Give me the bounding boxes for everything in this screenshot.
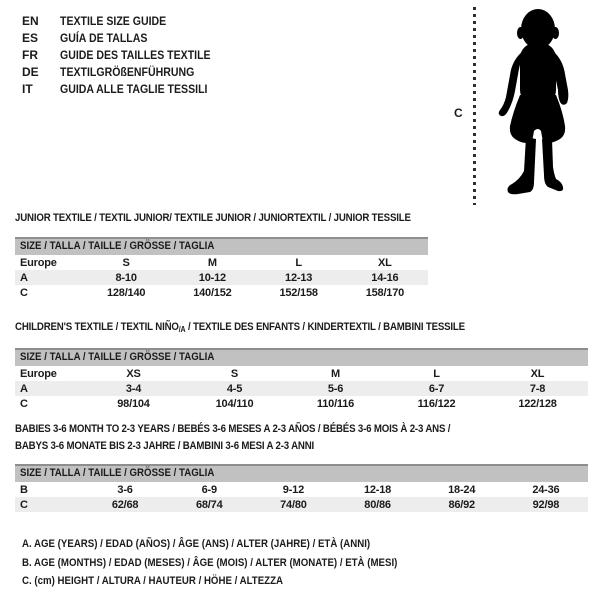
value-cell: 3-6	[117, 483, 133, 496]
value-cell: 62/68	[111, 498, 139, 511]
row-label-cell: C	[20, 498, 28, 511]
children-title-suffix: / TEXTILE DES ENFANTS / KINDERTEXTIL / BAMBINI TESSILE	[185, 321, 465, 333]
value-cell: 116/122	[417, 397, 456, 410]
figure-height-label: C	[454, 106, 463, 120]
table-row	[15, 497, 588, 512]
size-cell: S	[122, 256, 130, 269]
junior-section	[15, 212, 465, 300]
size-cell: XL	[530, 367, 545, 380]
row-label-cell: Europe	[20, 256, 57, 269]
row-label-cell: C	[20, 397, 28, 410]
language-code: EN	[22, 14, 39, 28]
language-title: TEXTILGRÖßENFÜHRUNG	[60, 65, 195, 79]
size-cell: XS	[126, 367, 141, 380]
language-row	[22, 30, 231, 47]
value-cell: 86/92	[448, 498, 475, 511]
table-row	[15, 482, 588, 497]
size-cell: M	[207, 256, 217, 269]
language-row	[22, 13, 231, 30]
junior-section-title-text: JUNIOR TEXTILE / TEXTIL JUNIOR/ TEXTILE JUNIOR / JUNIORTEXTIL / JUNIOR TESSILE	[15, 212, 411, 224]
value-cell: 68/74	[195, 498, 223, 511]
language-list	[22, 13, 231, 98]
value-cell: 80/86	[364, 498, 391, 511]
table-row	[15, 285, 428, 300]
children-section-title-text	[15, 321, 465, 336]
value-cell: 140/152	[193, 286, 232, 299]
language-code: FR	[22, 48, 38, 62]
value-cell: 10-12	[198, 271, 226, 284]
row-label-cell: A	[20, 271, 28, 284]
babies-section-title-line1	[15, 421, 588, 438]
table-row	[15, 396, 588, 411]
value-cell: 7-8	[529, 382, 546, 395]
language-code: DE	[22, 65, 39, 79]
children-section	[15, 321, 588, 411]
babies-title-line1-text: BABIES 3-6 MONTH TO 2-3 YEARS / BEBÉS 3-6 MESES A 2-3 AÑOS / BÉBÉS 3-6 MOIS À 2-3 ANS /	[15, 423, 451, 435]
language-row	[22, 81, 231, 98]
value-cell: 122/128	[518, 397, 557, 410]
value-cell: 8-10	[115, 271, 137, 284]
footnote-c	[22, 572, 449, 591]
size-header-bar	[15, 348, 588, 366]
value-cell: 128/140	[106, 286, 146, 299]
children-title-prefix: CHILDREN'S TEXTILE / TEXTIL NIÑO	[15, 321, 179, 333]
language-code: ES	[22, 31, 39, 45]
size-cell: M	[331, 367, 340, 380]
value-cell: 4-5	[226, 382, 243, 395]
footnote-a-text: A. AGE (YEARS) / EDAD (AÑOS) / ÂGE (ANS) / ALTER (JAHRE) / ETÀ (ANNI)	[22, 538, 371, 550]
footnote-c-text: C. (cm) HEIGHT / ALTURA / HAUTEUR / HÖHE / ALTEZZA	[22, 575, 284, 587]
value-cell: 92/98	[532, 498, 560, 511]
value-cell: 18-24	[448, 483, 476, 496]
value-cell: 104/110	[215, 397, 254, 410]
size-header-bar	[15, 464, 588, 482]
size-cell: XL	[378, 256, 392, 269]
row-label-cell: Europe	[20, 367, 57, 380]
size-header-text: SIZE / TALLA / TAILLE / GRÖSSE / TAGLIA	[20, 240, 215, 252]
babies-section-title-line2	[15, 438, 588, 455]
value-cell: 6-7	[428, 382, 445, 395]
row-label-cell: B	[20, 483, 28, 496]
value-cell: 6-9	[201, 483, 217, 496]
size-header-bar	[15, 237, 428, 255]
babies-size-table	[15, 482, 588, 512]
size-cell: L	[433, 367, 440, 380]
junior-section-title	[15, 212, 465, 225]
height-dotted-line	[473, 7, 476, 205]
footnote-a	[22, 535, 449, 554]
value-cell: 24-36	[532, 483, 560, 496]
language-row	[22, 64, 231, 81]
babies-section	[15, 421, 588, 512]
footnote-b	[22, 554, 449, 573]
footnotes	[22, 535, 449, 591]
language-row	[22, 47, 231, 64]
row-label-cell: C	[20, 286, 28, 299]
value-cell: 110/116	[316, 397, 355, 410]
value-cell: 98/104	[117, 397, 150, 410]
junior-size-table	[15, 255, 428, 300]
table-row	[15, 270, 428, 285]
value-cell: 12-18	[363, 483, 392, 496]
value-cell: 3-4	[125, 382, 142, 395]
value-cell: 74/80	[280, 498, 307, 511]
value-cell: 158/170	[365, 286, 405, 299]
value-cell: 5-6	[327, 382, 344, 395]
children-section-title	[15, 321, 588, 336]
value-cell: 152/158	[279, 286, 318, 299]
children-title-sub: /A	[178, 325, 186, 334]
footnote-b-text: B. AGE (MONTHS) / EDAD (MESES) / ÂGE (MOIS) / ALTER (MONATE) / ETÀ (MESI)	[22, 556, 398, 569]
size-header-text: SIZE / TALLA / TAILLE / GRÖSSE / TAGLIA	[20, 467, 215, 479]
value-cell: 12-13	[285, 271, 313, 284]
value-cell: 9-12	[282, 483, 304, 496]
size-cell: S	[230, 367, 239, 380]
size-header-text: SIZE / TALLA / TAILLE / GRÖSSE / TAGLIA	[20, 351, 215, 363]
baby-silhouette-icon	[486, 5, 588, 205]
table-row	[15, 381, 588, 396]
value-cell: 14-16	[371, 271, 399, 284]
size-cell: L	[295, 256, 302, 269]
language-title: GUIDE DES TAILLES TEXTILE	[60, 48, 211, 62]
table-row	[15, 255, 428, 270]
row-label-cell: A	[20, 382, 28, 395]
babies-title-line2-text: BABYS 3-6 MONATE BIS 2-3 JAHRE / BAMBINI 3-6 MESI A 2-3 ANNI	[15, 440, 315, 452]
language-title: GUÍA DE TALLAS	[60, 31, 148, 45]
children-size-table	[15, 366, 588, 411]
table-row	[15, 366, 588, 381]
language-title: GUIDA ALLE TAGLIE TESSILI	[60, 82, 208, 96]
language-code: IT	[22, 82, 33, 96]
language-title: TEXTILE SIZE GUIDE	[60, 14, 167, 28]
